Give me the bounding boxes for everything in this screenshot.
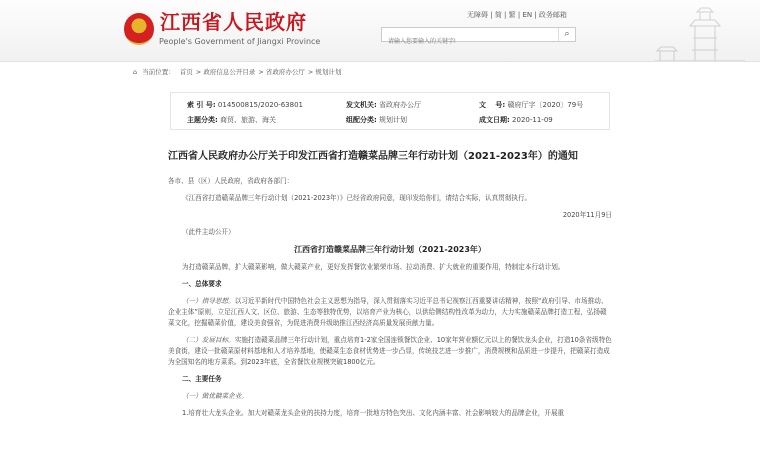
traditional-link[interactable]: 繁 <box>508 11 516 19</box>
english-link[interactable]: EN <box>522 11 533 19</box>
document-number: 文 号: 赣府厅字〔2020〕79号 <box>479 101 584 109</box>
search-input[interactable] <box>382 36 552 49</box>
breadcrumb-catalog[interactable]: 政府信息公开目录 <box>203 68 256 76</box>
paragraph-goals: （二）发展目标。实施打造赣菜品牌三年行动计划，重点培育1-2家全国连锁餐饮企业、10家年营业额亿元以上的餐饮龙头企业，打造10条省级特色美食街，建设一批赣菜原材料基地和人才培养基地，使赣菜生态食材优势进一步凸显，传统技艺进一步推广，消费规模和品质进一步提升，把赣菜打造成为全国知名的地方菜系。到2023年底，全省餐饮业规模突破1800亿元。 <box>168 336 612 366</box>
issuing-agency: 发文机关: 省政府办公厅 <box>346 101 422 109</box>
breadcrumb: ⌂ 当前位置： 首页 > 政府信息公开目录 > 省政府办公厅 > 规划计划 <box>133 68 342 76</box>
site-subtitle: People's Government of Jiangxi Province <box>159 37 321 46</box>
top-links: 无障碍 | 简 | 繁 | EN | 政务邮箱 <box>467 11 567 19</box>
section-heading-2: 二、主要任务 <box>182 375 222 383</box>
article-title: 江西省人民政府办公厅关于印发江西省打造赣菜品牌三年行动计划（2021-2023年）的通知 <box>168 151 578 162</box>
document-info-box <box>170 92 610 130</box>
breadcrumb-label: 当前位置： <box>142 68 175 76</box>
search-button[interactable] <box>558 28 575 41</box>
site-title[interactable]: 江西省人民政府 <box>160 10 307 34</box>
site-header <box>0 0 760 62</box>
search-box <box>381 27 576 42</box>
section-heading-1: 一、总体要求 <box>182 280 222 288</box>
article-body <box>168 148 612 425</box>
paragraph-leading-enterprises: 1.培育壮大龙头企业。加大对赣菜龙头企业的扶持力度，培育一批地方特色突出、文化内涵丰富、社会影响较大的品牌企业，开展重 <box>182 409 565 417</box>
salutation: 各市、县（区）人民政府，省政府各部门： <box>168 177 294 185</box>
gov-mail-link[interactable]: 政务邮箱 <box>538 11 567 19</box>
home-icon: ⌂ <box>133 68 138 76</box>
intro-paragraph: 《江西省打造赣菜品牌三年行动计划（2021-2023年）》已经省政府同意，现印发给你们，请结合实际，认真贯彻执行。 <box>182 194 532 202</box>
breadcrumb-plans[interactable]: 规划计划 <box>315 68 342 76</box>
subsection-heading: （一）做优赣菜企业。 <box>182 392 248 400</box>
topic-category: 主题分类: 商贸、旅游、海关 <box>187 116 277 124</box>
magnifier-icon: ⌕ <box>564 29 570 39</box>
paragraph-guiding-ideology: （一）指导思想。以习近平新时代中国特色社会主义思想为指导，深入贯彻落实习近平总书记视察江西重要讲话精神，按照“政府引导、市场推动、企业主体”原则，立足江西人文、区位、旅游、生态等独特优势，以培育产业为核心，以供给侧结构性改革为动力，大力实施赣菜品牌打造工程，弘扬赣菜文化，挖掘赣菜价值，建设美食强省，为促进消费升级助推江西经济高质量发展贡献力量。 <box>168 297 608 327</box>
assembly-category: 组配分类: 规划计划 <box>346 116 408 124</box>
preface: 为打造赣菜品牌，扩大赣菜影响，做大赣菜产业，更好发挥餐饮业繁荣市场、拉动消费、扩大就业的重要作用，特制定本行动计划。 <box>182 263 565 271</box>
plan-title: 江西省打造赣菜品牌三年行动计划（2021-2023年） <box>294 245 486 254</box>
breadcrumb-home[interactable]: 首页 <box>179 68 193 76</box>
pavilion-illustration <box>655 6 745 61</box>
simplified-link[interactable]: 简 <box>494 11 502 19</box>
public-note: （此件主动公开） <box>182 228 235 236</box>
sign-date: 2020年11月9日 <box>562 211 612 219</box>
index-number: 索 引 号: 014500815/2020-63801 <box>187 101 303 109</box>
breadcrumb-office[interactable]: 省政府办公厅 <box>265 68 305 76</box>
document-date: 成文日期: 2020-11-09 <box>479 116 553 124</box>
national-emblem-icon <box>124 13 154 45</box>
accessibility-link[interactable]: 无障碍 <box>467 11 488 19</box>
